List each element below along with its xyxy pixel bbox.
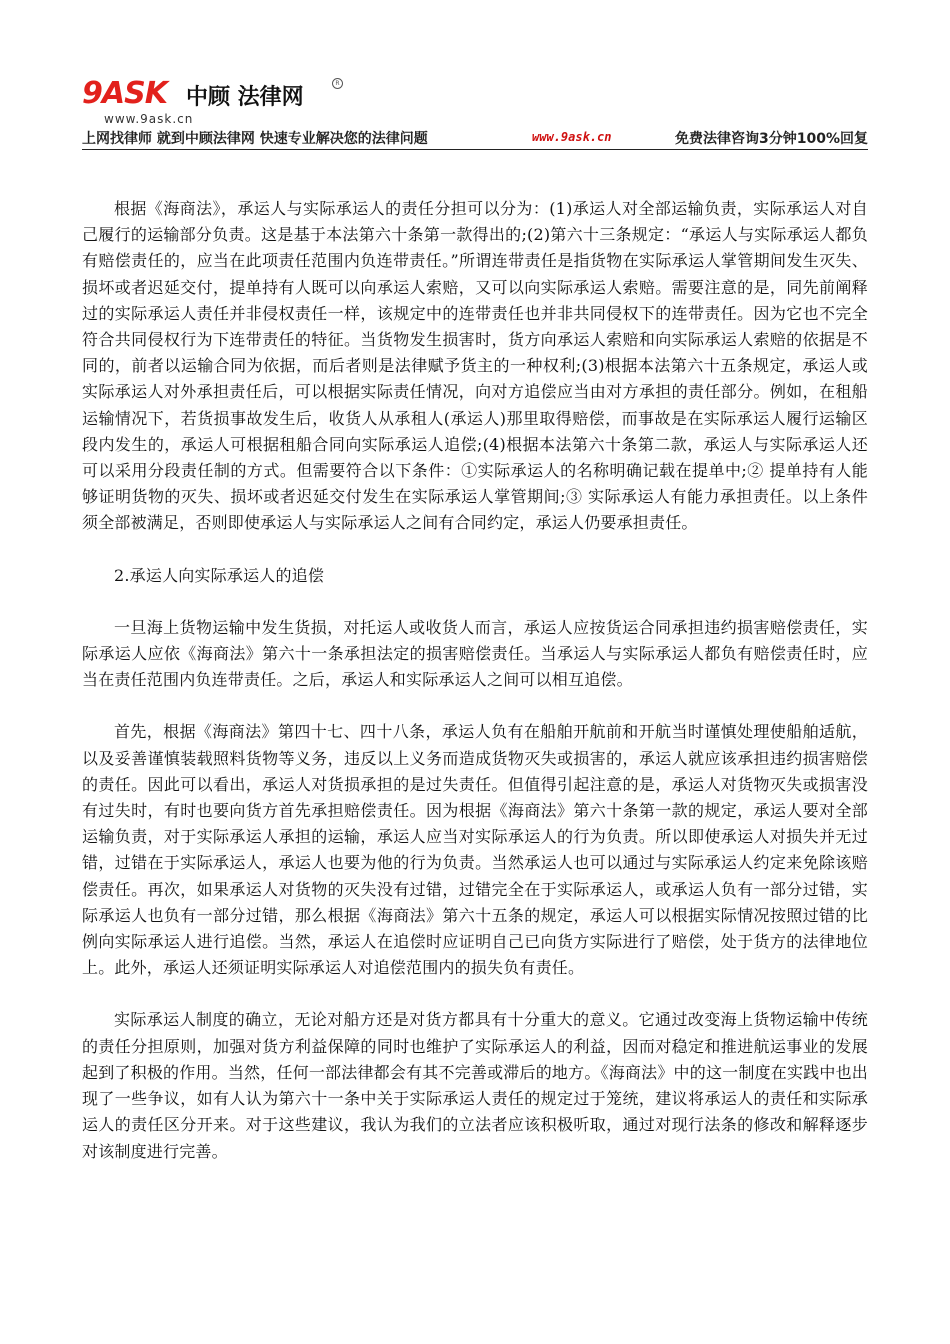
article-body [82,196,868,1165]
page-header [82,70,868,150]
section-heading: 2.承运人向实际承运人的追偿 [114,565,325,585]
logo-brand-text: 中顾 法律网 [186,85,304,110]
paragraph: 根据《海商法》，承运人与实际承运人的责任分担可以分为：(1)承运人对全部运输负责，实际承运人对自己履行的运输部分负责。这是基于本法第六十条第一款得出的;(2)第六十三条规定：“承运人与实际承运人都负有赔偿责任的，应当在此项责任范围内负连带责任。”所谓连带责任是指货物在实际承运人掌管期间发生灭失、损坏或者迟延交付，提单持有人既可以向承运人索赔，又可以向实际承运人索赔。需要注意的是，同先前阐释过的实际承运人责任并非侵权责任一样，该规定中的连带责任也并非共同侵权下的连带责任。因为它也不完全符合共同侵权行为下连带责任的特征。当货物发生损害时，货方向承运人索赔和向实际承运人索赔的依据是不同的，前者以运输合同为依据，而后者则是法律赋予货主的一种权利;(3)根据本法第六十五条规定，承运人或实际承运人对外承担责任后，可以根据实际责任情况，向对方追偿应当由对方承担的责任部分。例如，在租船运输情况下，若货损事故发生后，收货人从承租人(承运人)那里取得赔偿，而事故是在实际承运人履行运输区段内发生的，承运人可根据租船合同向实际承运人追偿;(4)根据本法第六十条第二款，承运人与实际承运人还可以采用分段责任制的方式。但需要符合以下条件：①实际承运人的名称明确记载在提单中;② 提单持有人能够证明货物的灭失、损坏或者迟延交付发生在实际承运人掌管期间;③ 实际承运人有能力承担责任。以上条件须全部被满足，否则即使承运人与实际承运人之间有合同约定，承运人仍要承担责任。 [82,199,868,533]
header-divider [82,149,868,150]
paragraph: 实际承运人制度的确立，无论对船方还是对货方都具有十分重大的意义。它通过改变海上货物运输中传统的责任分担原则，加强对货方利益保障的同时也维护了实际承运人的利益，因而对稳定和推进航运事业的发展起到了积极的作用。当然，任何一部法律都会有其不完善或滞后的地方。《海商法》中的这一制度在实践中也出现了一些争议，如有人认为第六十一条中关于实际承运人责任的规定过于笼统，建议将承运人的责任和实际承运人的责任区分开来。对于这些建议，我认为我们的立法者应该积极听取，通过对现行法条的修改和解释逐步对该制度进行完善。 [82,1010,868,1161]
header-site-link[interactable]: www.9ask.cn [532,130,612,144]
header-slogan: 上网找律师 就到中顾法律网 快速专业解决您的法律问题 [82,131,428,147]
logo-url: www.9ask.cn [104,112,194,126]
registered-mark-icon: R [332,78,343,89]
paragraph: 首先，根据《海商法》第四十七、四十八条，承运人负有在船舶开航前和开航当时谨慎处理使船舶适航，以及妥善谨慎装载照料货物等义务，违反以上义务而造成货物灭失或损害的，承运人就应该承担违约损害赔偿的责任。因此可以看出，承运人对货损承担的是过失责任。但值得引起注意的是，承运人对货物灭失或损害没有过失时，有时也要向货方首先承担赔偿责任。因为根据《海商法》第六十条第一款的规定，承运人要对全部运输负责，对于实际承运人承担的运输，承运人应当对实际承运人的行为负责。所以即使承运人对损失并无过错，过错在于实际承运人，承运人也要为他的行为负责。当然承运人也可以通过与实际承运人约定来免除该赔偿责任。再次，如果承运人对货物的灭失没有过错，过错完全在于实际承运人，或承运人负有一部分过错，实际承运人也负有一部分过错，那么根据《海商法》第六十五条的规定，承运人可以根据实际情况按照过错的比例向实际承运人进行追偿。当然，承运人在追偿时应证明自己已向货方实际进行了赔偿，处于货方的法律地位上。此外，承运人还须证明实际承运人对追偿范围内的损失负有责任。 [82,722,868,978]
paragraph: 一旦海上货物运输中发生货损，对托运人或收货人而言，承运人应按货运合同承担违约损害赔偿责任，实际承运人应依《海商法》第六十一条承担法定的损害赔偿责任。当承运人与实际承运人都负有赔偿责任时，应当在责任范围内负连带责任。之后，承运人和实际承运人之间可以相互追偿。 [82,617,868,690]
logo-mark: 9ASK [82,76,167,111]
site-logo[interactable] [82,76,342,124]
header-promo: 免费法律咨询3分钟100%回复 [675,131,868,147]
